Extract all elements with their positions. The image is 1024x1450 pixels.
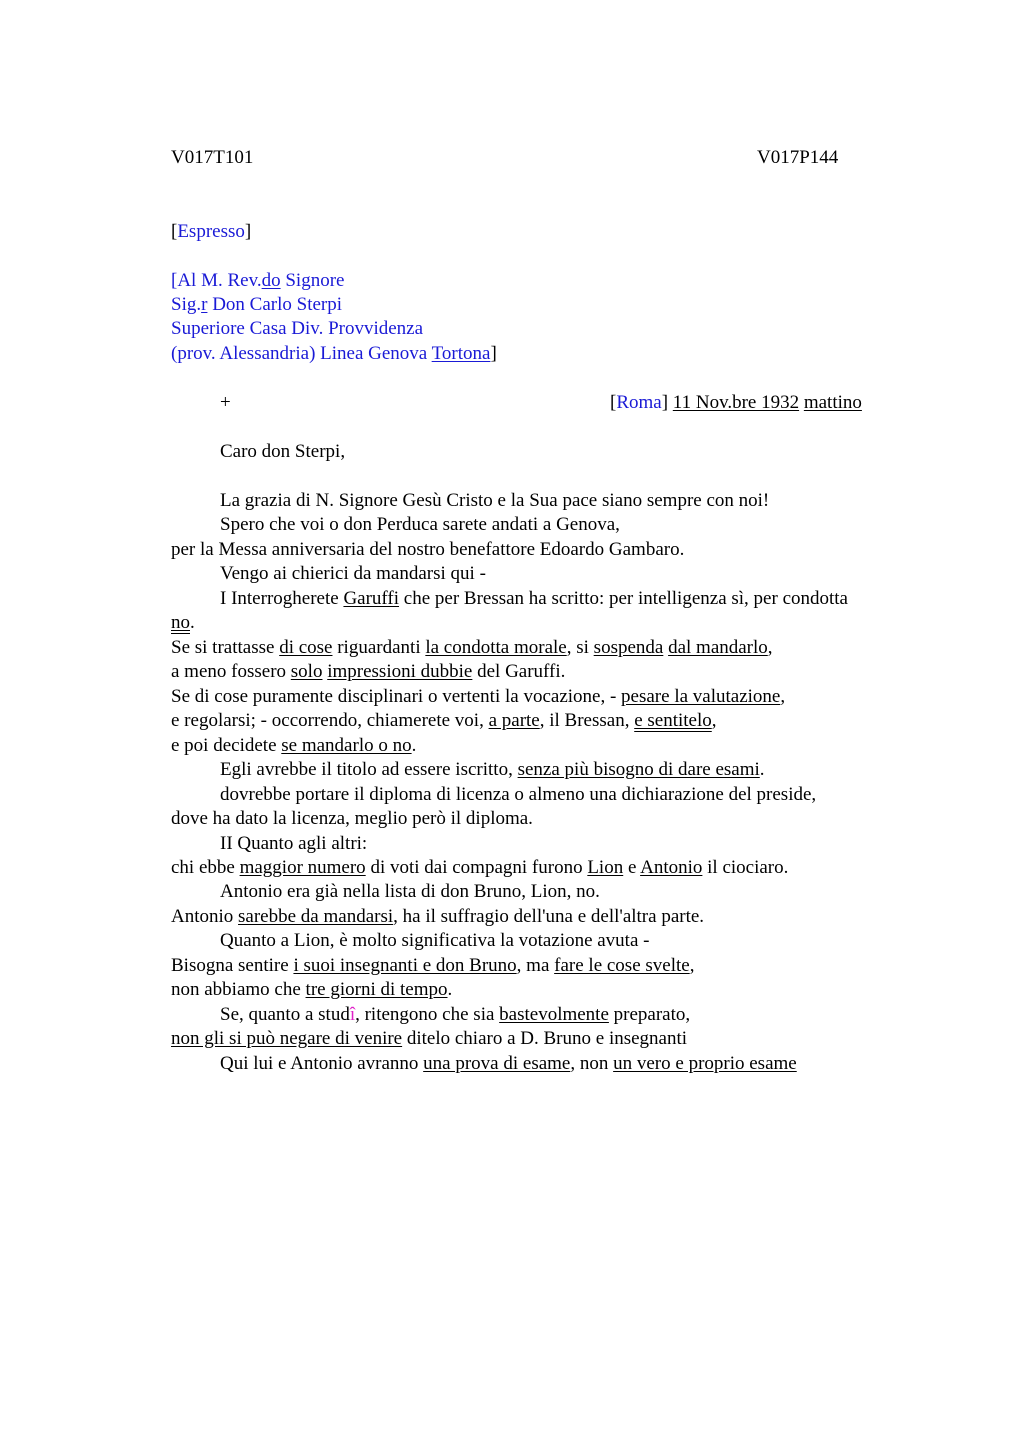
body-text: Antonio xyxy=(171,906,239,927)
body-line xyxy=(220,513,620,537)
body-text: Antonio era già nella lista di don Bruno, Lion, no. xyxy=(220,881,600,902)
body-line xyxy=(171,611,195,635)
dateline-place: Roma xyxy=(616,392,662,413)
body-text: che per Bressan ha scritto: per intelligenza sì, per condotta xyxy=(399,588,848,609)
body-text: Egli avrebbe il titolo ad essere iscritto, xyxy=(220,759,518,780)
body-text: di voti dai compagni furono xyxy=(365,857,588,878)
body-text: . xyxy=(411,735,417,756)
address-city: Tortona xyxy=(431,343,491,364)
body-line xyxy=(171,807,533,831)
body-text: La grazia di N. Signore Gesù Cristo e la Sua pace siano sempre con noi! xyxy=(220,490,770,511)
salutation: Caro don Sterpi, xyxy=(220,441,346,462)
underlined-phrase: sarebbe da mandarsi xyxy=(238,906,394,927)
body-line xyxy=(220,489,769,513)
body-text: Spero che voi o don Perduca sarete andati a Genova, xyxy=(220,514,620,535)
address-superscript: do xyxy=(261,270,281,291)
body-text: , il Bressan, xyxy=(539,710,635,731)
underlined-phrase: un vero e proprio esame xyxy=(613,1053,797,1074)
address-text: [Al M. Rev. xyxy=(171,270,262,291)
underlined-phrase: Antonio xyxy=(640,857,703,878)
underlined-phrase: fare le cose svelte xyxy=(554,955,690,976)
underlined-phrase: a parte xyxy=(488,710,540,731)
body-text: del Garuffi. xyxy=(472,661,566,682)
body-text: . xyxy=(447,979,453,1000)
body-text: dove ha dato la licenza, meglio però il diploma. xyxy=(171,808,533,829)
underlined-phrase: una prova di esame xyxy=(423,1053,571,1074)
body-text: , xyxy=(689,955,695,976)
body-text: e poi decidete xyxy=(171,735,282,756)
body-line xyxy=(171,856,788,880)
address-line-2 xyxy=(171,293,342,317)
body-line xyxy=(220,783,816,807)
body-text: Quanto a Lion, è molto significativa la votazione avuta - xyxy=(220,930,650,951)
bracket-close: ] xyxy=(244,221,252,242)
address-superscript: r xyxy=(201,294,208,315)
underlined-phrase: la condotta morale xyxy=(425,637,567,658)
address-text: Don Carlo Sterpi xyxy=(207,294,343,315)
cross-symbol: + xyxy=(220,392,231,413)
underlined-phrase: tre giorni di tempo xyxy=(305,979,448,1000)
body-line xyxy=(220,1052,797,1076)
body-text: Se di cose puramente disciplinari o vertenti la vocazione, - xyxy=(171,686,622,707)
bracket-close: ] xyxy=(661,392,673,413)
body-text: , ritengono che sia xyxy=(355,1004,500,1025)
delivery-type-label: Espresso xyxy=(177,221,245,242)
body-text: , ha il suffragio dell'una e dell'altra parte. xyxy=(393,906,705,927)
underlined-phrase: solo xyxy=(290,661,323,682)
body-line xyxy=(171,954,694,978)
underlined-phrase: sospenda xyxy=(593,637,664,658)
body-line xyxy=(171,734,416,758)
body-line xyxy=(220,929,649,953)
body-line xyxy=(220,562,486,586)
underlined-phrase: non gli si può negare di venire xyxy=(171,1028,403,1049)
dateline-date: 11 Nov.bre 1932 xyxy=(672,392,800,413)
body-text: a meno fossero xyxy=(171,661,291,682)
body-text: Qui lui e Antonio avranno xyxy=(220,1053,424,1074)
body-text: riguardanti xyxy=(332,637,426,658)
body-text: Se si trattasse xyxy=(171,637,280,658)
body-text: ditelo chiaro a D. Bruno e insegnanti xyxy=(402,1028,688,1049)
body-text: Bisogna sentire xyxy=(171,955,294,976)
underlined-phrase: bastevolmente xyxy=(499,1004,609,1025)
bracket-close: ] xyxy=(490,343,497,364)
body-text: . xyxy=(190,612,195,633)
body-line xyxy=(171,636,773,660)
body-text: I Interrogherete xyxy=(220,588,344,609)
editorial-correction: î xyxy=(349,1004,356,1025)
body-text: preparato, xyxy=(608,1004,691,1025)
document-code-left: V017T101 xyxy=(171,147,254,168)
underlined-phrase: se mandarlo o no xyxy=(281,735,412,756)
body-line xyxy=(171,660,565,684)
body-line xyxy=(220,1003,690,1027)
underlined-phrase: dal mandarlo xyxy=(668,637,768,658)
body-line xyxy=(220,832,367,856)
body-line xyxy=(220,880,600,904)
body-text: , ma xyxy=(516,955,555,976)
body-line xyxy=(220,758,765,782)
document-code-right: V017P144 xyxy=(757,147,839,168)
body-text: , si xyxy=(566,637,594,658)
underlined-phrase: impressioni dubbie xyxy=(327,661,473,682)
underlined-phrase: i suoi insegnanti e don Bruno xyxy=(293,955,517,976)
body-text: Vengo ai chierici da mandarsi qui - xyxy=(220,563,486,584)
address-line-4 xyxy=(171,342,497,366)
address-text: Sig. xyxy=(171,294,202,315)
underlined-phrase: senza più bisogno di dare esami xyxy=(517,759,760,780)
body-text: per la Messa anniversaria del nostro benefattore Edoardo Gambaro. xyxy=(171,539,685,560)
body-text: , xyxy=(711,710,717,731)
body-text: non abbiamo che xyxy=(171,979,306,1000)
underlined-phrase: Garuffi xyxy=(343,588,400,609)
double-underlined-phrase: no xyxy=(171,612,190,633)
address-text: Signore xyxy=(280,270,345,291)
body-line xyxy=(171,978,452,1002)
body-line xyxy=(171,1027,687,1051)
dateline-time: mattino xyxy=(803,392,862,413)
body-line xyxy=(171,905,704,929)
bracket-open: [ xyxy=(171,221,178,242)
double-underlined-phrase: e sentitelo xyxy=(634,710,712,731)
bracket-open: [ xyxy=(610,392,617,413)
body-line xyxy=(171,685,785,709)
address-line-3: Superiore Casa Div. Provvidenza xyxy=(171,318,424,339)
body-text: il ciociaro. xyxy=(702,857,789,878)
body-text: chi ebbe xyxy=(171,857,240,878)
underlined-phrase: di cose xyxy=(279,637,333,658)
body-text: . xyxy=(759,759,765,780)
body-line xyxy=(220,587,848,611)
underlined-phrase: pesare la valutazione xyxy=(621,686,781,707)
body-text: e xyxy=(623,857,641,878)
body-line xyxy=(171,709,717,733)
address-text: (prov. Alessandria) Linea Genova xyxy=(171,343,432,364)
body-text: , xyxy=(780,686,786,707)
body-line xyxy=(171,538,684,562)
delivery-type xyxy=(171,220,251,244)
body-text: , xyxy=(767,637,773,658)
body-text: II Quanto agli altri: xyxy=(220,833,368,854)
body-text: e regolarsi; - occorrendo, chiamerete voi, xyxy=(171,710,489,731)
underlined-phrase: Lion xyxy=(587,857,624,878)
dateline xyxy=(610,391,862,415)
body-text: , non xyxy=(570,1053,614,1074)
body-text: Se, quanto a stud xyxy=(220,1004,350,1025)
body-text: dovrebbe portare il diploma di licenza o almeno una dichiarazione del preside, xyxy=(220,784,817,805)
address-line-1 xyxy=(171,269,344,293)
underlined-phrase: maggior numero xyxy=(239,857,366,878)
